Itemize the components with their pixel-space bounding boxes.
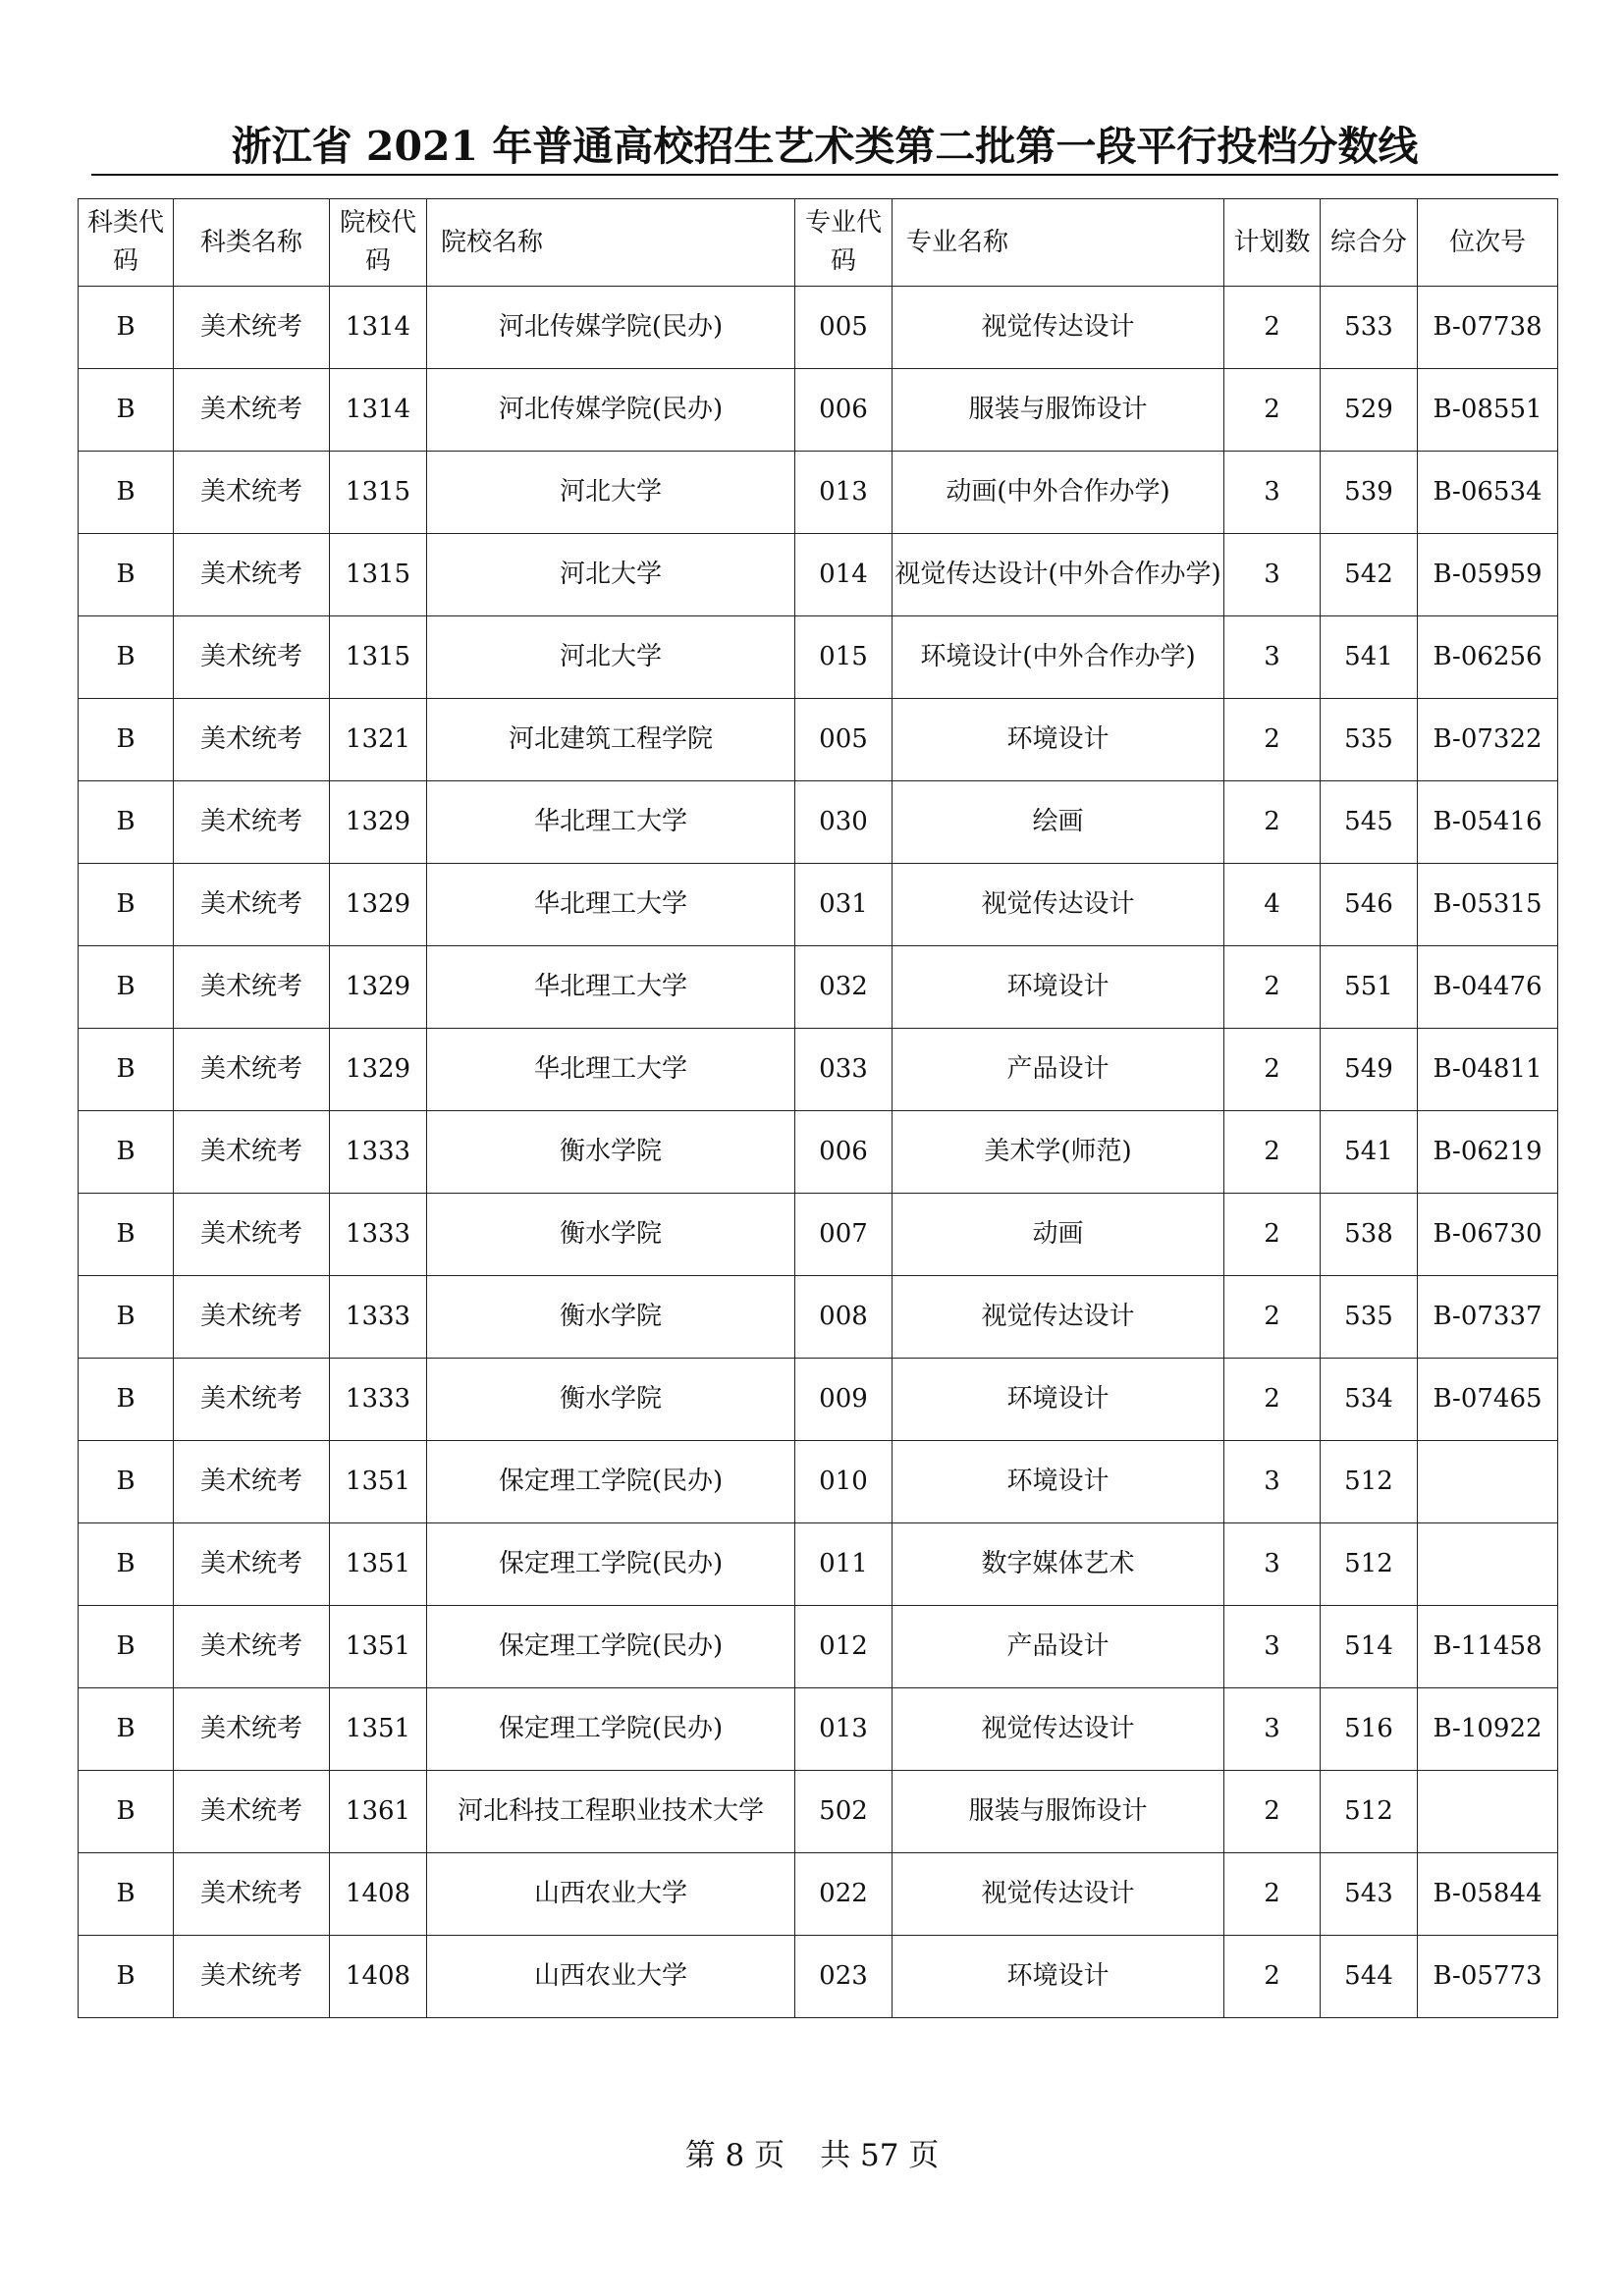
cell-school-name: 衡水学院: [427, 1276, 795, 1359]
cell-plan-count: 3: [1224, 1441, 1321, 1523]
cell-school-name: 河北科技工程职业技术大学: [427, 1771, 795, 1853]
cell-plan-count: 3: [1224, 1688, 1321, 1771]
cell-school-code: 1314: [330, 287, 427, 369]
header-total-score: 综合分: [1321, 199, 1418, 287]
cell-major-name: 数字媒体艺术: [893, 1523, 1224, 1606]
cell-major-code: 502: [795, 1771, 893, 1853]
cell-rank-number: B-06730: [1418, 1194, 1558, 1276]
table-row: [79, 1936, 1558, 2018]
cell-total-score: 535: [1321, 699, 1418, 781]
cell-plan-count: 2: [1224, 1194, 1321, 1276]
cell-school-name: 河北大学: [427, 452, 795, 534]
cell-total-score: 544: [1321, 1936, 1418, 2018]
cell-category-name: 美术统考: [174, 699, 330, 781]
cell-category-name: 美术统考: [174, 1441, 330, 1523]
cell-category-name: 美术统考: [174, 946, 330, 1029]
table-row: [79, 287, 1558, 369]
cell-category-name: 美术统考: [174, 1359, 330, 1441]
cell-plan-count: 4: [1224, 864, 1321, 946]
cell-school-code: 1408: [330, 1936, 427, 2018]
cell-major-name: 视觉传达设计: [893, 1688, 1224, 1771]
cell-total-score: 549: [1321, 1029, 1418, 1111]
cell-school-name: 衡水学院: [427, 1359, 795, 1441]
cell-school-code: 1329: [330, 946, 427, 1029]
table-row: [79, 1359, 1558, 1441]
header-major-code: 专业代码: [795, 199, 893, 287]
page-number: 第 8 页: [684, 2138, 785, 2173]
header-school-code: 院校代码: [330, 199, 427, 287]
header-rank-number: 位次号: [1418, 199, 1558, 287]
cell-school-code: 1361: [330, 1771, 427, 1853]
cell-major-name: 产品设计: [893, 1029, 1224, 1111]
cell-plan-count: 2: [1224, 1276, 1321, 1359]
cell-rank-number: B-07465: [1418, 1359, 1558, 1441]
table-row: [79, 1853, 1558, 1936]
cell-major-code: 013: [795, 452, 893, 534]
cell-major-code: 030: [795, 781, 893, 864]
cell-major-code: 015: [795, 616, 893, 699]
table-row: [79, 1606, 1558, 1688]
header-school-name: 院校名称: [427, 199, 795, 287]
cell-major-name: 动画: [893, 1194, 1224, 1276]
table-row: [79, 699, 1558, 781]
cell-plan-count: 2: [1224, 287, 1321, 369]
cell-school-name: 山西农业大学: [427, 1853, 795, 1936]
cell-rank-number: B-05844: [1418, 1853, 1558, 1936]
cell-school-name: 衡水学院: [427, 1194, 795, 1276]
cell-school-code: 1351: [330, 1523, 427, 1606]
cell-category-code: B: [79, 1853, 174, 1936]
cell-school-name: 保定理工学院(民办): [427, 1523, 795, 1606]
cell-school-name: 华北理工大学: [427, 946, 795, 1029]
cell-major-name: 视觉传达设计: [893, 864, 1224, 946]
cell-major-code: 006: [795, 1111, 893, 1194]
cell-rank-number: B-06219: [1418, 1111, 1558, 1194]
cell-category-code: B: [79, 699, 174, 781]
cell-school-code: 1321: [330, 699, 427, 781]
table-row: [79, 1688, 1558, 1771]
cell-plan-count: 2: [1224, 1359, 1321, 1441]
cell-rank-number: B-04476: [1418, 946, 1558, 1029]
page-title: 浙江省 2021 年普通高校招生艺术类第二批第一段平行投档分数线: [231, 123, 1419, 170]
table-row: [79, 1441, 1558, 1523]
cell-total-score: 538: [1321, 1194, 1418, 1276]
cell-major-code: 007: [795, 1194, 893, 1276]
table-row: [79, 616, 1558, 699]
cell-school-name: 河北大学: [427, 616, 795, 699]
cell-plan-count: 3: [1224, 452, 1321, 534]
cell-total-score: 512: [1321, 1523, 1418, 1606]
cell-category-code: B: [79, 616, 174, 699]
cell-school-name: 保定理工学院(民办): [427, 1606, 795, 1688]
cell-category-name: 美术统考: [174, 616, 330, 699]
table-row: [79, 781, 1558, 864]
cell-plan-count: 2: [1224, 1029, 1321, 1111]
cell-category-name: 美术统考: [174, 452, 330, 534]
page-footer: [0, 2130, 1624, 2174]
table-row: [79, 1029, 1558, 1111]
cell-school-code: 1333: [330, 1359, 427, 1441]
cell-category-name: 美术统考: [174, 1853, 330, 1936]
cell-major-code: 014: [795, 534, 893, 616]
cell-school-name: 华北理工大学: [427, 781, 795, 864]
cell-school-name: 山西农业大学: [427, 1936, 795, 2018]
cell-major-name: 视觉传达设计(中外合作办学): [893, 534, 1224, 616]
cell-total-score: 543: [1321, 1853, 1418, 1936]
cell-major-code: 010: [795, 1441, 893, 1523]
cell-rank-number: B-11458: [1418, 1606, 1558, 1688]
cell-major-name: 环境设计(中外合作办学): [893, 616, 1224, 699]
header-plan-count: 计划数: [1224, 199, 1321, 287]
cell-category-code: B: [79, 1688, 174, 1771]
cell-category-code: B: [79, 1523, 174, 1606]
cell-plan-count: 2: [1224, 369, 1321, 452]
cell-category-name: 美术统考: [174, 534, 330, 616]
cell-major-code: 011: [795, 1523, 893, 1606]
cell-school-code: 1333: [330, 1111, 427, 1194]
cell-plan-count: 3: [1224, 534, 1321, 616]
cell-category-name: 美术统考: [174, 1276, 330, 1359]
cell-total-score: 542: [1321, 534, 1418, 616]
cell-category-code: B: [79, 1359, 174, 1441]
cell-school-name: 河北大学: [427, 534, 795, 616]
cell-school-code: 1329: [330, 864, 427, 946]
cell-total-score: 535: [1321, 1276, 1418, 1359]
cell-school-code: 1315: [330, 452, 427, 534]
cell-category-name: 美术统考: [174, 1111, 330, 1194]
cell-rank-number: B-05773: [1418, 1936, 1558, 2018]
cell-rank-number: B-10922: [1418, 1688, 1558, 1771]
cell-major-name: 环境设计: [893, 1936, 1224, 2018]
cell-category-code: B: [79, 781, 174, 864]
cell-category-name: 美术统考: [174, 369, 330, 452]
cell-major-name: 环境设计: [893, 1441, 1224, 1523]
cell-rank-number: B-04811: [1418, 1029, 1558, 1111]
cell-total-score: 533: [1321, 287, 1418, 369]
cell-category-code: B: [79, 1936, 174, 2018]
cell-rank-number: B-07738: [1418, 287, 1558, 369]
cell-school-code: 1315: [330, 534, 427, 616]
cell-plan-count: 2: [1224, 1936, 1321, 2018]
cell-major-name: 视觉传达设计: [893, 1853, 1224, 1936]
table-row: [79, 369, 1558, 452]
cell-category-name: 美术统考: [174, 1688, 330, 1771]
cell-major-code: 032: [795, 946, 893, 1029]
cell-total-score: 546: [1321, 864, 1418, 946]
cell-category-name: 美术统考: [174, 1194, 330, 1276]
cell-school-name: 华北理工大学: [427, 1029, 795, 1111]
cell-school-code: 1314: [330, 369, 427, 452]
cell-category-name: 美术统考: [174, 781, 330, 864]
page-total: 共 57 页: [820, 2138, 940, 2173]
cell-category-name: 美术统考: [174, 1523, 330, 1606]
cell-rank-number: B-08551: [1418, 369, 1558, 452]
table-row: [79, 1194, 1558, 1276]
cell-total-score: 541: [1321, 1111, 1418, 1194]
cell-total-score: 541: [1321, 616, 1418, 699]
cell-school-name: 衡水学院: [427, 1111, 795, 1194]
table-header-row: [79, 199, 1558, 287]
cell-category-name: 美术统考: [174, 864, 330, 946]
cell-plan-count: 2: [1224, 1853, 1321, 1936]
cell-rank-number: B-07322: [1418, 699, 1558, 781]
cell-major-code: 009: [795, 1359, 893, 1441]
cell-rank-number: B-05416: [1418, 781, 1558, 864]
table-row: [79, 864, 1558, 946]
cell-major-code: 033: [795, 1029, 893, 1111]
cell-rank-number: B-06256: [1418, 616, 1558, 699]
cell-school-name: 河北传媒学院(民办): [427, 287, 795, 369]
cell-major-code: 008: [795, 1276, 893, 1359]
cell-school-name: 河北传媒学院(民办): [427, 369, 795, 452]
cell-school-code: 1351: [330, 1441, 427, 1523]
cell-major-name: 环境设计: [893, 946, 1224, 1029]
cell-category-name: 美术统考: [174, 287, 330, 369]
cell-category-name: 美术统考: [174, 1936, 330, 2018]
table-row: [79, 534, 1558, 616]
table-row: [79, 946, 1558, 1029]
table-row: [79, 452, 1558, 534]
cell-major-name: 服装与服饰设计: [893, 369, 1224, 452]
title-underline: [91, 174, 1558, 176]
cell-rank-number: [1418, 1771, 1558, 1853]
cell-school-code: 1408: [330, 1853, 427, 1936]
cell-major-code: 031: [795, 864, 893, 946]
cell-category-code: B: [79, 1111, 174, 1194]
cell-plan-count: 3: [1224, 1606, 1321, 1688]
cell-major-name: 视觉传达设计: [893, 1276, 1224, 1359]
header-major-name: 专业名称: [893, 199, 1224, 287]
cell-category-code: B: [79, 1771, 174, 1853]
cell-school-code: 1351: [330, 1688, 427, 1771]
cell-total-score: 512: [1321, 1441, 1418, 1523]
table-row: [79, 1276, 1558, 1359]
cell-category-name: 美术统考: [174, 1606, 330, 1688]
cell-category-code: B: [79, 1441, 174, 1523]
cell-major-name: 环境设计: [893, 699, 1224, 781]
cell-total-score: 529: [1321, 369, 1418, 452]
cell-school-code: 1351: [330, 1606, 427, 1688]
cell-plan-count: 2: [1224, 699, 1321, 781]
cell-school-name: 河北建筑工程学院: [427, 699, 795, 781]
header-category-code: 科类代码: [79, 199, 174, 287]
cell-school-name: 保定理工学院(民办): [427, 1441, 795, 1523]
cell-plan-count: 2: [1224, 1771, 1321, 1853]
cell-major-code: 006: [795, 369, 893, 452]
cell-plan-count: 2: [1224, 1111, 1321, 1194]
cell-rank-number: [1418, 1441, 1558, 1523]
cell-plan-count: 3: [1224, 1523, 1321, 1606]
admission-score-table: [78, 198, 1558, 2018]
cell-total-score: 512: [1321, 1771, 1418, 1853]
table-row: [79, 1111, 1558, 1194]
cell-total-score: 551: [1321, 946, 1418, 1029]
cell-plan-count: 3: [1224, 616, 1321, 699]
cell-category-code: B: [79, 1606, 174, 1688]
cell-school-name: 保定理工学院(民办): [427, 1688, 795, 1771]
cell-category-name: 美术统考: [174, 1771, 330, 1853]
cell-major-code: 005: [795, 287, 893, 369]
cell-total-score: 514: [1321, 1606, 1418, 1688]
cell-major-code: 022: [795, 1853, 893, 1936]
cell-total-score: 539: [1321, 452, 1418, 534]
cell-school-code: 1329: [330, 781, 427, 864]
cell-plan-count: 2: [1224, 781, 1321, 864]
cell-major-name: 美术学(师范): [893, 1111, 1224, 1194]
cell-category-code: B: [79, 369, 174, 452]
cell-plan-count: 2: [1224, 946, 1321, 1029]
cell-rank-number: B-05959: [1418, 534, 1558, 616]
cell-major-name: 绘画: [893, 781, 1224, 864]
cell-rank-number: B-07337: [1418, 1276, 1558, 1359]
header-category-name: 科类名称: [174, 199, 330, 287]
cell-category-code: B: [79, 534, 174, 616]
cell-major-code: 023: [795, 1936, 893, 2018]
table-body: [79, 287, 1558, 2018]
cell-category-name: 美术统考: [174, 1029, 330, 1111]
table-row: [79, 1771, 1558, 1853]
cell-school-name: 华北理工大学: [427, 864, 795, 946]
cell-major-name: 产品设计: [893, 1606, 1224, 1688]
cell-rank-number: B-06534: [1418, 452, 1558, 534]
cell-category-code: B: [79, 452, 174, 534]
cell-major-name: 环境设计: [893, 1359, 1224, 1441]
cell-major-code: 005: [795, 699, 893, 781]
cell-category-code: B: [79, 864, 174, 946]
cell-total-score: 534: [1321, 1359, 1418, 1441]
cell-school-code: 1329: [330, 1029, 427, 1111]
cell-major-name: 服装与服饰设计: [893, 1771, 1224, 1853]
cell-school-code: 1315: [330, 616, 427, 699]
cell-rank-number: B-05315: [1418, 864, 1558, 946]
cell-school-code: 1333: [330, 1194, 427, 1276]
cell-school-code: 1333: [330, 1276, 427, 1359]
cell-major-code: 013: [795, 1688, 893, 1771]
cell-total-score: 545: [1321, 781, 1418, 864]
table-row: [79, 1523, 1558, 1606]
cell-category-code: B: [79, 1194, 174, 1276]
cell-rank-number: [1418, 1523, 1558, 1606]
cell-major-name: 动画(中外合作办学): [893, 452, 1224, 534]
cell-category-code: B: [79, 946, 174, 1029]
cell-total-score: 516: [1321, 1688, 1418, 1771]
cell-category-code: B: [79, 1029, 174, 1111]
cell-major-code: 012: [795, 1606, 893, 1688]
cell-category-code: B: [79, 287, 174, 369]
cell-category-code: B: [79, 1276, 174, 1359]
cell-major-name: 视觉传达设计: [893, 287, 1224, 369]
